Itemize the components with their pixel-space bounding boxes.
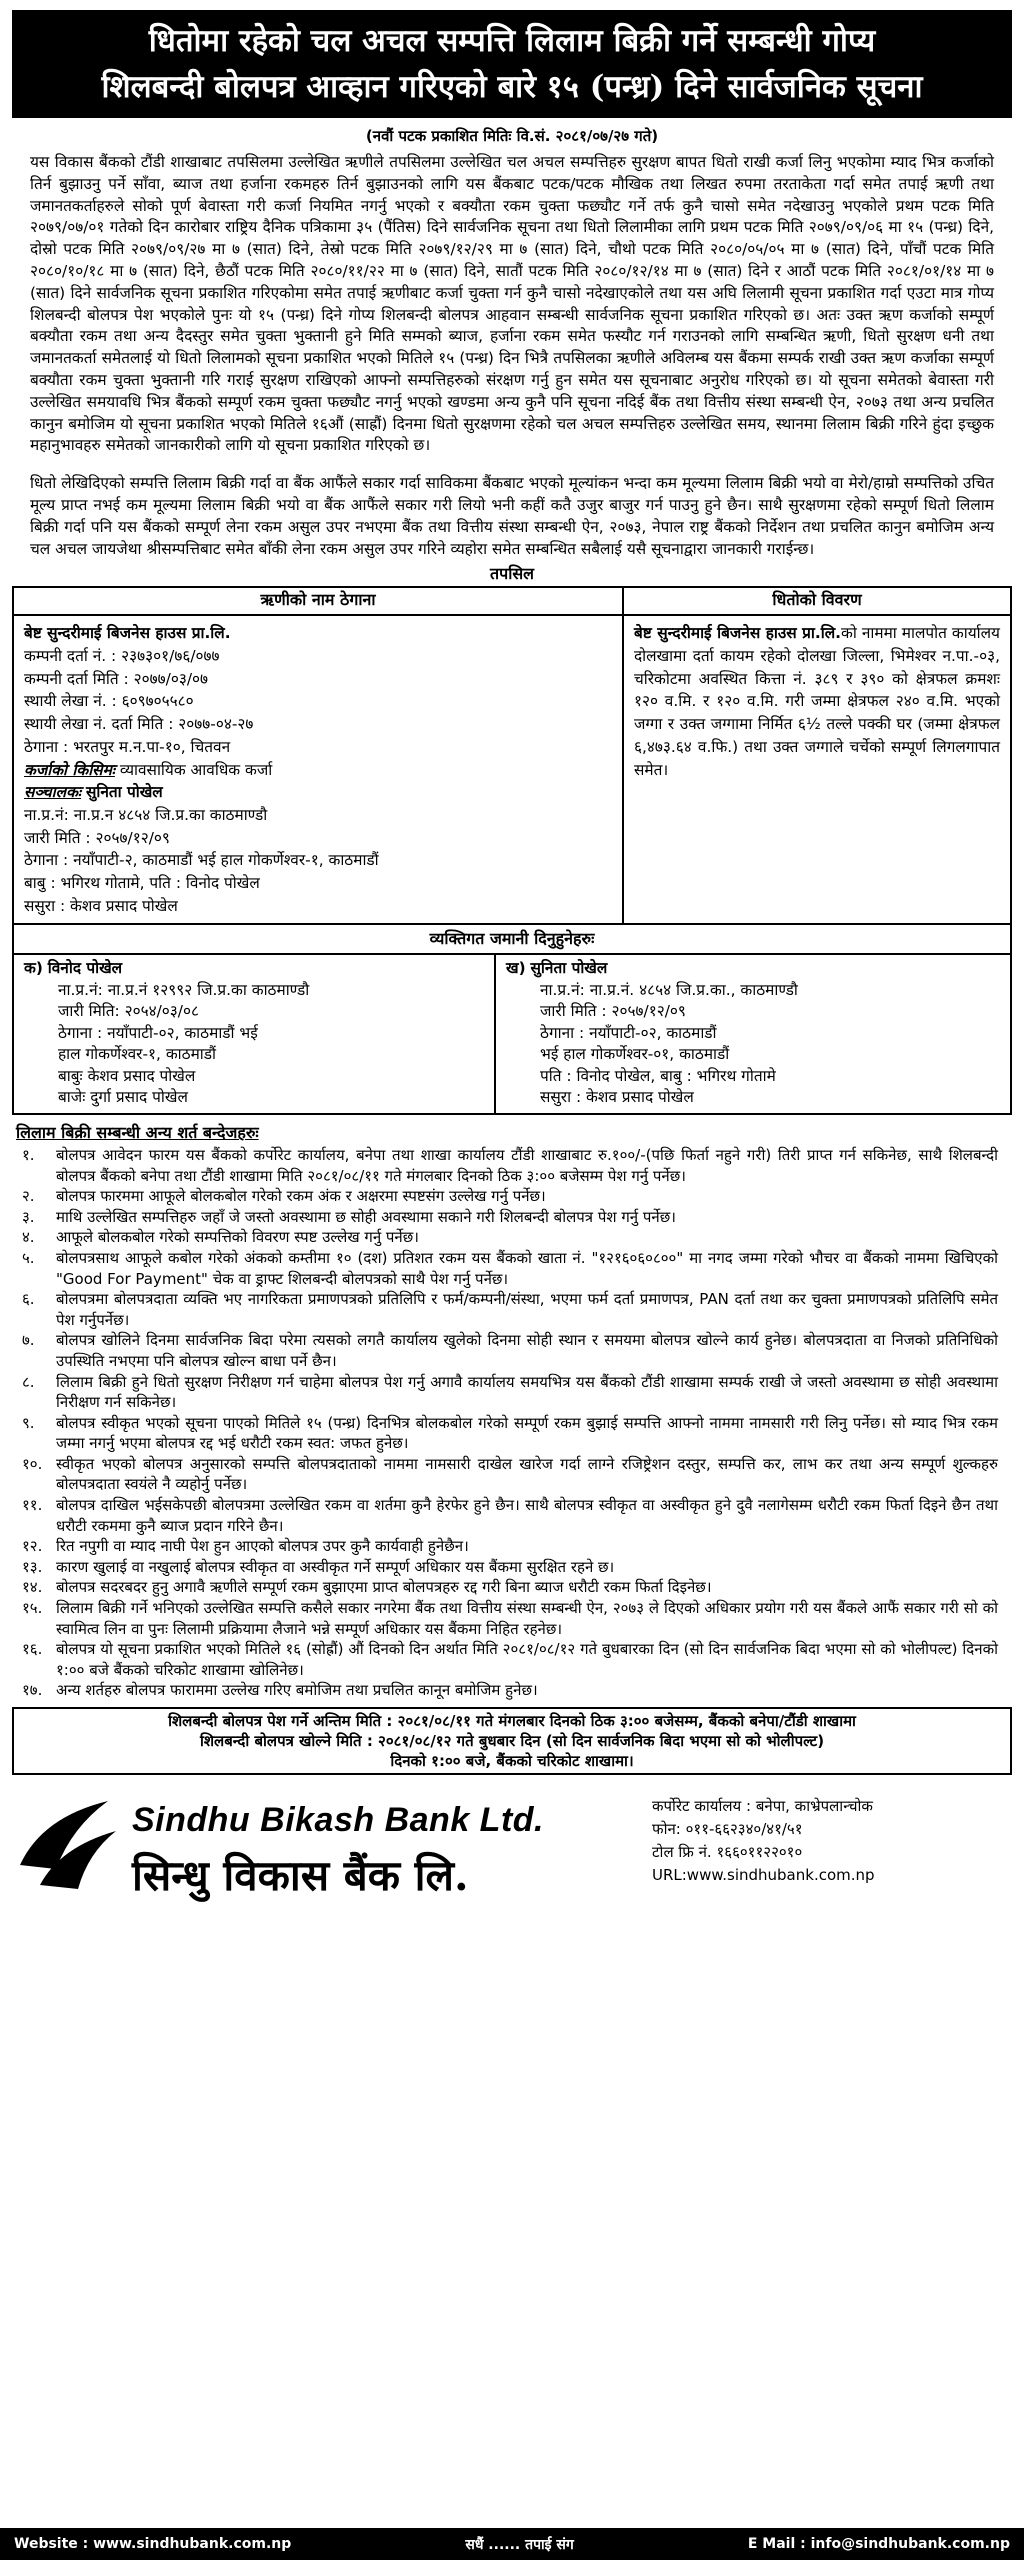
bank-contact bbox=[652, 1787, 875, 1887]
director-name: सुनिता पोखेल bbox=[85, 783, 163, 802]
pan-reg-date: स्थायी लेखा नं. दर्ता मिति : २०७७-०४-२७ bbox=[24, 715, 254, 734]
guarantor-2 bbox=[495, 954, 1011, 1114]
notice-title-line2: शिलबन्दी बोलपत्र आव्हान गरिएको बारे १५ (पन्ध्र) दिने सार्वजनिक सूचना bbox=[101, 69, 923, 105]
condition-item: १३. कारण खुलाई वा नखुलाई बोलपत्र स्वीकृत वा अस्वीकृत गर्ने सम्पूर्ण अधिकार यस बैंकमा सुरक्षित रहने छ। bbox=[22, 1557, 615, 1576]
condition-item: १२. रित नपुगी वा म्याद नाघी पेश हुन आएको बोलपत्र उपर कुनै कार्यवाही हुनेछैन। bbox=[22, 1537, 469, 1556]
guarantor-2-label: ख) bbox=[506, 959, 526, 978]
condition-item: ६. बोलपत्रमा बोलपत्रदाता व्यक्ति भए नागरिकता प्रमाणपत्रको प्रतिलिपि र फर्म/कम्पनी/संस्था, भएमा फर्म दर्ता प्रमाणपत्र, PAN दर्ता तथा कर चुक्ता प्रमाणपत्रको प्रतिलिपि समेत पेश गर्नुपर्नेछ। bbox=[22, 1290, 998, 1329]
conditions-list bbox=[12, 1145, 1012, 1701]
publish-date: (नवौं पटक प्रकाशित मितिः वि.सं. २०८१/०७/२७ गते) bbox=[365, 127, 659, 145]
collateral-text: को नाममा मालपोत कार्यालय दोलखामा दर्ता कायम रहेको दोलखा जिल्ला, भिमेश्वर न.पा.-०३, चरिकोटमा अवस्थित कित्ता नं. ३८९ र ३९० को क्षेत्रफल क्रमशः १२० व.मि. र १२० व.मि. गरी जम्मा क्षेत्रफल २४० व.मि. भएको जग्गा र उक्त जग्गामा निर्मित ६½ तल्ले पक्की घर (जम्मा क्षेत्रफल ६,४७३.६४ व.फि.) तथा उक्त जग्गाले चर्चेको सम्पूर्ण लिगलगापात समेत। bbox=[634, 624, 1000, 779]
guarantor-1 bbox=[13, 954, 495, 1114]
guarantors-heading: व्यक्तिगत जमानी दिनुहुनेहरुः bbox=[12, 925, 1012, 953]
borrower-collateral-table bbox=[12, 586, 1012, 925]
director-label: सञ्चालकः bbox=[24, 783, 82, 802]
condition-item: १४. बोलपत्र सदरबदर हुनु अगावै ऋणीले सम्पूर्ण रकम बुझाएमा प्राप्त बोलपत्रहरु रद्द गरी बिना ब्याज धरौटी रकम फिर्ता दिइनेछ। bbox=[22, 1578, 712, 1597]
loan-type-value: व्यावसायिक आवधिक कर्जा bbox=[119, 760, 273, 779]
condition-item: ९. बोलपत्र स्वीकृत भएको सूचना पाएको मितिले १५ (पन्ध्र) दिनभित्र बोलकबोल गरेको सम्पूर्ण रकम बुझाई सम्पत्ति आफ्नो नाममा नामसारी गरी लिनु पर्नेछ। सो म्याद भित्र रकम जम्मा नगर्नु भएमा बोलपत्र रद्द भई धरौटी रकम स्वत: जफत हुनेछ। bbox=[22, 1413, 998, 1453]
bank-footer bbox=[12, 1787, 1012, 1915]
opening-time: दिनको १:०० बजे, बैंकको चरिकोट शाखामा। bbox=[390, 1752, 634, 1771]
email-link[interactable]: E Mail : info@sindhubank.com.np bbox=[747, 2536, 1010, 2552]
collateral-column-header: धितोको विवरण bbox=[623, 587, 1011, 615]
guarantor-1-label: क) bbox=[24, 959, 43, 978]
company-reg-date: कम्पनी दर्ता मिति : २०७७/०३/०७ bbox=[24, 669, 209, 688]
website-link[interactable]: Website : www.sindhubank.com.np bbox=[14, 2536, 292, 2552]
collateral-details bbox=[623, 615, 1011, 924]
notice-title-line1: धितोमा रहेको चल अचल सम्पत्ति लिलाम बिक्री गर्ने सम्बन्धी गोप्य bbox=[148, 23, 876, 59]
borrower-column-header: ऋणीको नाम ठेगाना bbox=[13, 587, 623, 615]
opening-date: शिलबन्दी बोलपत्र खोल्ने मिति : २०८१/०८/१२ गते बुधबार दिन (सो दिन सार्वजनिक बिदा भएमा सो को भोलीपल्ट) bbox=[199, 1732, 825, 1751]
condition-item: १०. स्वीकृत भएको बोलपत्र अनुसारको सम्पत्ति बोलपत्रदाताको नाममा नामसारी दाखेल खारेज गर्दा लाग्ने रजिष्ट्रेशन दस्तुर, सम्पत्ति कर, लाभ कर तथा अन्य सम्पूर्ण शुल्कहरु बोलपत्रदाता स्वयंले नै व्यहोर्नु पर्नेछ। bbox=[22, 1454, 998, 1494]
director bbox=[24, 781, 612, 804]
submission-deadline: शिलबन्दी बोलपत्र पेश गर्ने अन्तिम मिति : २०८१/०८/११ गते मंगलबार दिनको ठिक ३:०० बजेसम्म, बैंकको बनेपा/टौंडी शाखामा bbox=[168, 1712, 856, 1731]
bank-name-english: Sindhu Bikash Bank Ltd. bbox=[132, 1801, 544, 1840]
loan-type bbox=[24, 759, 612, 782]
collateral-company: बेष्ट सुन्दरीमाई बिजनेस हाउस प्रा.लि. bbox=[634, 624, 842, 643]
guarantor-2-address2: भई हाल गोकर्णेश्वर-०१, काठमाडौं bbox=[540, 1045, 730, 1064]
condition-item: १६. बोलपत्र यो सूचना प्रकाशित भएको मितिले १६ (सोह्रौं) औं दिनको दिन अर्थात मिति २०८१/०८/१२ गते बुधबारका दिन (सो दिन सार्वजनिक बिदा भएमा सो को भोलीपल्ट) दिनको १:०० बजे बैंकको चरिकोट शाखामा खोलिनेछ। bbox=[22, 1640, 998, 1679]
guarantor-2-address1: ठेगाना : नयाँपाटी-०२, काठमाडौं bbox=[540, 1023, 717, 1042]
guarantor-1-name: विनोद पोखेल bbox=[47, 959, 123, 978]
condition-item: १. बोलपत्र आवेदन फारम यस बैंकको कर्पोरेट कार्यालय, बनेपा तथा शाखा कार्यालय टौंडी शाखाबाट रु.१००/-(पछि फिर्ता नहुने गरी) तिरी प्राप्त गर्न सकिनेछ, साथै शिलबन्दी बोलपत्र बैंकको बनेपा तथा टौंडी शाखामा मिति २०८१/०८/११ गते मंगलबार दिनको ठिक ३:०० बजेसम्म पेश गर्नु पर्नेछ। bbox=[22, 1145, 998, 1185]
bank-logo-icon bbox=[12, 1787, 122, 1897]
condition-item: २. बोलपत्र फारममा आफूले बोलकबोल गरेको रकम अंक र अक्षरमा स्पष्टसंग उल्लेख गर्नु पर्नेछ। bbox=[22, 1187, 546, 1206]
guarantor-1-address1: ठेगाना : नयाँपाटी-०२, काठमाडौं भई bbox=[58, 1023, 258, 1042]
condition-item: १७. अन्य शर्तहरु बोलपत्र फाराममा उल्लेख गरिए बमोजिम तथा प्रचलित कानून बमोजिम हुनेछ। bbox=[22, 1681, 538, 1700]
borrower-name: बेष्ट सुन्दरीमाई बिजनेस हाउस प्रा.लि. bbox=[24, 624, 231, 643]
bank-name-nepali: सिन्धु विकास बैंक लि. bbox=[132, 1851, 469, 1901]
director-issue-date: जारी मिति : २०५७/१२/०९ bbox=[24, 828, 170, 847]
condition-item: ७. बोलपत्र खोलिने दिनमा सार्वजनिक बिदा परेमा त्यसको लगतै कार्यालय खुलेको दिनमा सोही स्थान र समयमा बोलपत्र खोल्ने कार्य हुनेछ। बोलपत्रदाता वा निजको प्रतिनिधिको उपस्थिति नभएमा पनि बोलपत्र खोल्न बाधा पर्ने छैन। bbox=[22, 1331, 998, 1370]
guarantor-1-grandfather: बाजेः दुर्गा प्रसाद पोखेल bbox=[58, 1088, 188, 1107]
guarantor-2-husband-father: पति : विनोद पोखेल, बाबु : भगिरथ गोतामे bbox=[540, 1066, 776, 1085]
guarantor-1-issue-date: जारी मिति: २०५४/०३/०८ bbox=[58, 1002, 200, 1021]
director-father-in-law: ससुरा : केशव प्रसाद पोखेल bbox=[24, 896, 178, 915]
phone-number: फोन: ०११-६६२३४०/४१/५१ bbox=[652, 1820, 803, 1839]
guarantors-table bbox=[12, 953, 1012, 1115]
corporate-office: कर्पोरेट कार्यालय : बनेपा, काभ्रेपलान्चोक bbox=[652, 1797, 873, 1816]
toll-free-number: टोल फ्रि नं. १६६०११२२०१० bbox=[652, 1843, 803, 1862]
director-citizenship: ना.प्र.नं: ना.प्र.न ४८५४ जि.प्र.का काठमाण्डौ bbox=[24, 805, 268, 824]
loan-type-label: कर्जाको किसिमः bbox=[24, 760, 115, 779]
guarantor-2-name: सुनिता पोखेल bbox=[530, 959, 608, 978]
bottom-bar bbox=[0, 2528, 1024, 2560]
condition-item: ३. माथि उल्लेखित सम्पत्तिहरु जहाँ जे जस्तो अवस्थामा छ सोही अवस्थामा सकाने गरी शिलबन्दी बोलपत्र पेश गर्नु पर्नेछ। bbox=[22, 1207, 676, 1226]
condition-item: ८. लिलाम बिक्री हुने धितो सुरक्षण निरीक्षण गर्न चाहेमा बोलपत्र पेश गर्नु अगावै कार्यालय समयभित्र यस बैंकको टौंडी शाखामा सम्पर्क राखी जे जस्तो अवस्थामा छ सोही अवस्थामा निरीक्षण गर्न सकिनेछ। bbox=[22, 1372, 998, 1412]
director-address: ठेगाना : नयाँपाटी-२, काठमाडौं भई हाल गोकर्णेश्वर-१, काठमाडौं bbox=[24, 851, 379, 870]
tapasil-heading: तपसिल bbox=[489, 564, 535, 584]
director-father-spouse: बाबु : भगिरथ गोतामे, पति : विनोद पोखेल bbox=[24, 874, 260, 893]
guarantor-2-issue-date: जारी मिति : २०५७/१२/०९ bbox=[540, 1002, 686, 1021]
company-reg-no: कम्पनी दर्ता नं. : २३७३०१/७६/०७७ bbox=[24, 647, 220, 666]
condition-item: १५. लिलाम बिक्री गर्ने भनिएको उल्लेखित सम्पत्ति कसैले सकार नगरेमा बैंक तथा वित्तीय संस्था सम्बन्धी ऐन, २०७३ ले दिएको अधिकार प्रयोग गरी यस बैंकले आफैं सकार गरी सो को स्वामित्व लिन वा पुनः लिलामी प्रक्रियामा लैजाने भन्ने सम्पूर्ण अधिकार यस बैंकमा निहित रहनेछ। bbox=[22, 1599, 998, 1638]
notice-title-banner bbox=[12, 10, 1012, 118]
guarantor-2-citizenship: ना.प्र.नं: ना.प्र.नं. ४८५४ जि.प्र.का., काठमाण्डौ bbox=[540, 980, 798, 999]
condition-item: ५. बोलपत्रसाथ आफूले कबोल गरेको अंकको कम्तीमा १० (दश) प्रतिशत रकम यस बैंकको खाता नं. "१२१६०६०८००" मा नगद जम्मा गरेको भौचर वा बैंकको नाममा खिचिएको "Good For Payment" चेक वा ड्राफ्ट शिलबन्दी बोलपत्रको साथै पेश गर्नु पर्नेछ। bbox=[22, 1248, 998, 1288]
guarantor-1-father: बाबुः केशव प्रसाद पोखेल bbox=[58, 1066, 196, 1085]
guarantor-1-citizenship: ना.प्र.नं: ना.प्र.नं १२९९२ जि.प्र.का काठमाण्डौ bbox=[58, 980, 310, 999]
notice-paragraph-1: यस विकास बैंकको टौंडी शाखाबाट तपसिलमा उल्लेखित ऋणीले तपसिलमा उल्लेखित चल अचल सम्पत्तिहरु सुरक्षण बापत धितो राखी कर्जा लिनु भएकोमा म्याद भित्र कर्जाको तिर्न बुझाउनु पर्ने साँवा, ब्याज तथा हर्जाना रकमहरु तिर्न बुझाउनको लागि यस बैंकबाट पटक/पटक मौखिक तथा लिखत रुपमा तरताकेता गर्दा समेत तपाई ऋणी तथा जमानतकर्ताहरुले सोको पूर्ण बेवास्ता गरी कर्जा नियमित नगर्नु भएको र बक्यौता रकम चुक्ता फछ्यौट गर्ने तर्फ कुनै चासो समेत नदेखाउनु भएकोले प्रथम पटक मिति २०७९/०७/०१ गतेको दिन कारोबार राष्ट्रिय दैनिक पत्रिकामा ३५ (पैंतिस) दिने सार्वजनिक सूचना तथा धितो लिलामीका लागि प्रथम पटक मिति २०७९/०९/०६ मा १५ (पन्ध्र) दिने, दोस्रो पटक मिति २०७९/०९/२७ मा ७ (सात) दिने, तेस्रो पटक मिति २०७९/१२/२९ मा ७ (सात) दिने, चौथो पटक मिति २०८०/०५/०५ मा ७ (सात) दिने, पाँचौं पटक मिति २०८०/१०/१८ मा ७ (सात) दिने, छैठौं पटक मिति २०८०/११/२२ मा ७ (सात) दिने, सातौं पटक मिति २०८०/१२/१४ मा ७ (सात) दिने र आठौं पटक मिति २०८१/०१/१४ मा ७ (सात) दिने सार्वजनिक सूचना प्रकाशित गरिएकोमा समेत तपाई ऋणीबाट कर्जा चुक्ता गर्न कुनै चासो नदेखाएकोले तथा यस अघि लिलामी सूचना प्रकाशित गर्दा एउटा मात्र गोप्य शिलबन्दी बोलपत्र पेश भएकोले पुनः यो १५ (पन्ध्र) दिने गोप्य शिलबन्दी बोलपत्र आहवान सम्बन्धी सार्वजनिक सूचना प्रकाशित गरिएको छ। अतः उक्त ऋण कर्जाको सम्पूर्ण बक्यौता रकम तथा अन्य दैदस्तुर समेत चुक्ता भुक्तानी हुने मिति सम्मको ब्याज, हर्जाना रकम समेत फस्यौट गर्न गराउनको लागि सम्बन्धित ऋणी, धितो सुरक्षण धनी तथा जमानतकर्ता समेतलाई यो धितो लिलामको सूचना प्रकाशित भएको मितिले १५ (पन्ध्र) दिन भित्रै तपसिलका ऋणीले अविलम्ब यस बैंकमा सम्पर्क राखी उक्त ऋण कर्जाका सम्पूर्ण बक्यौता रकम चुक्ता भुक्तानी गरि गराई सुरक्षण राखिएको आफ्नो सम्पत्तिहरुको संरक्षण गर्नु हुन समेत यस सूचनाबाट अनुरोध गरिएको छ। यो सूचना समेतको बेवास्ता गरी उल्लेखित समयावधि भित्र बैंकको सम्पूर्ण रकम चुक्ता फछ्यौट नगर्नु भएको खण्डमा अन्य कुनै पनि सूचना नदिई बैंक तथा वित्तीय संस्था सम्बन्धी ऐन, २०७३ तथा अन्य प्रचलित कानुन बमोजिम यो सूचना प्रकाशित भएको मितिले १६औं (साह्रौं) दिनमा धितो सुरक्षणमा रहेको चल अचल सम्पत्तिहरु उल्लेखित समय, स्थानमा लिलाम बिक्री गरिने हुंदा इच्छुक महानुभावहरु समेतको जानकारीको लागि यो सूचना प्रकाशित गरिएको छ। bbox=[30, 153, 994, 455]
guarantor-1-address2: हाल गोकर्णेश्वर-१, काठमाडौं bbox=[58, 1045, 216, 1064]
borrower-details bbox=[13, 615, 623, 924]
slogan: सधैं ...... तपाई संग bbox=[465, 2536, 574, 2553]
bank-url[interactable]: URL:www.sindhubank.com.np bbox=[652, 1866, 875, 1885]
condition-item: ४. आफूले बोलकबोल गरेको सम्पत्तिको विवरण स्पष्ट उल्लेख गर्नु पर्नेछ। bbox=[22, 1228, 419, 1247]
conditions-heading: लिलाम बिक्री सम्बन्धी अन्य शर्त बन्देजहरुः bbox=[16, 1122, 259, 1142]
condition-item: ११. बोलपत्र दाखिल भईसकेपछी बोलपत्रमा उल्लेखित रकम वा शर्तमा कुनै हेरफेर हुने छैन। साथै बोलपत्र स्वीकृत वा अस्वीकृत हुने दुवै नलागेसम्म धरौटी रकम फिर्ता दिइने छैन तथा धरौटी रकममा कुनै ब्याज प्रदान गरिने छैन। bbox=[22, 1496, 998, 1535]
bank-logo-block bbox=[12, 1787, 612, 1903]
guarantor-2-father-in-law: ससुरा : केशव प्रसाद पोखेल bbox=[540, 1088, 694, 1107]
borrower-address: ठेगाना : भरतपुर म.न.पा-१०, चितवन bbox=[24, 737, 231, 756]
notice-paragraph-2: धितो लेखिदिएको सम्पत्ति लिलाम बिक्री गर्दा वा बैंक आफैंले सकार गर्दा साविकमा बैंकबाट भएको मूल्यांकन भन्दा कम मूल्यमा लिलाम बिक्री भयो वा मेरो/हाम्रो सम्पत्तिको उचित मूल्य प्राप्त नभई कम मूल्यमा लिलाम बिक्री भयो वा बैंक आफैंले सकार गरी लियो भनी कहीं कतै उजुर बाजुर गर्न पाउनु हुने छैन। साथै सुरक्षणमा रहेको सम्पूर्ण धितो लिलाम बिक्री गर्दा पनि यस बैंकको सम्पूर्ण लेना रकम असुल उपर नभएमा बैंक तथा वित्तीय संस्था सम्बन्धी ऐन, २०७३, नेपाल राष्ट्र बैंकको निर्देशन तथा प्रचलित कानुन बमोजिम अन्य चल अचल जायजेथा श्रीसम्पत्तिबाट समेत बाँकी लेना रकम असुल उपर गरिने व्यहोरा समेत सम्बन्धित सबैलाई यसै सूचनाद्वारा जानकारी गराईन्छ। bbox=[30, 474, 994, 558]
deadline-box bbox=[12, 1707, 1012, 1775]
pan-number: स्थायी लेखा नं. : ६०९७०५५८० bbox=[24, 692, 194, 711]
